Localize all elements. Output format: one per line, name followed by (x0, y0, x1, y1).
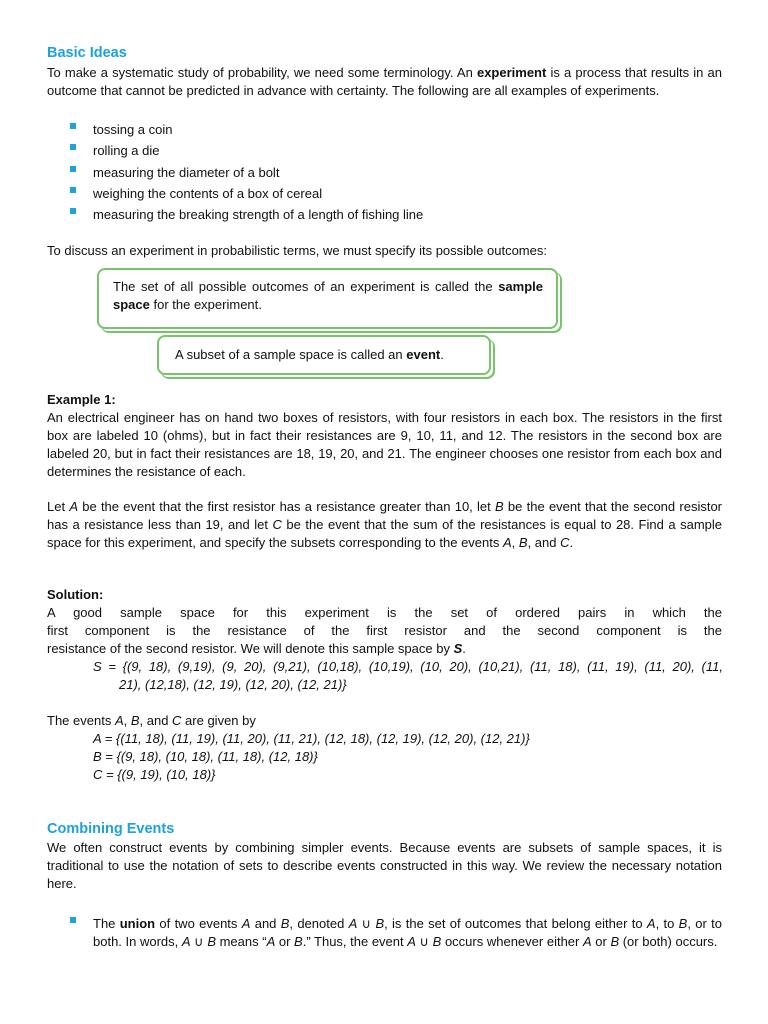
square-bullet-icon (70, 917, 76, 923)
square-bullet-icon (70, 208, 76, 214)
event-definition: A subset of a sample space is called an event. (175, 347, 444, 362)
example-heading: Example 1: (47, 392, 116, 407)
solution-line-3: resistance of the second resistor. We will denote this sample space by S. (47, 641, 466, 656)
square-bullet-icon (70, 144, 76, 150)
event-b-set: B = {(9, 18), (10, 18), (11, 18), (12, 18)} (93, 749, 318, 764)
sample-space-definition-box (97, 268, 558, 329)
event-c-set: C = {(9, 19), (10, 18)} (93, 767, 216, 782)
experiment-examples-list (70, 121, 423, 227)
square-bullet-icon (70, 123, 76, 129)
event-definition-box (157, 335, 491, 375)
events-definition-paragraph: Let A be the event that the first resistor has a resistance greater than 10, let B be the event that the second resistor has a resistance less than 19, and let C be the event that the sum of the resistances is equal to 28. Find a sample space for this experiment, and specify the subsets corresponding to the events A, B, and C. (47, 499, 723, 550)
basic-ideas-heading: Basic Ideas (47, 45, 127, 61)
square-bullet-icon (70, 166, 76, 172)
solution-heading: Solution: (47, 587, 104, 602)
discuss-paragraph: To discuss an experiment in probabilistic terms, we must specify its possible outcomes: (47, 243, 547, 258)
list-item: measuring the breaking strength of a length of fishing line (70, 206, 423, 227)
square-bullet-icon (70, 187, 76, 193)
list-item: rolling a die (70, 142, 423, 163)
solution-line-1: A good sample space for this experiment is the set of ordered pairs in which the (47, 605, 722, 620)
sample-space-definition: The set of all possible outcomes of an experiment is called the sample space for the experiment. (113, 279, 543, 312)
list-item: weighing the contents of a box of cereal (70, 185, 423, 206)
list-item: measuring the diameter of a bolt (70, 164, 423, 185)
sample-space-set-line-2: 21), (12,18), (12, 19), (12, 20), (12, 21)} (119, 677, 347, 692)
example-paragraph: An electrical engineer has on hand two boxes of resistors, with four resistors in each box. The resistors in the first box are labeled 10 (ohms), but in fact their resistances are 9, 10, 11, and 12. The resistors in the second box are labeled 20, but in fact their resistances are 18, 19, 20, and 21. The engineer chooses one resistor from each box and determines the resistance of each. (47, 410, 722, 479)
sample-space-set-line-1: S = {(9, 18), (9,19), (9, 20), (9,21), (10,18), (10,19), (10, 20), (10,21), (11, 18), (11, 19), (11, 20), (11, (93, 659, 723, 674)
union-definition: The union of two events A and B, denoted A ∪ B, is the set of outcomes that belong either to A, to B, or to both. In words, A ∪ B means “A or B.” Thus, the event A ∪ B occurs whenever either A or B (or both) occurs. (93, 916, 722, 949)
events-given-by: The events A, B, and C are given by (47, 713, 256, 728)
union-bullet (70, 915, 722, 951)
list-item: tossing a coin (70, 121, 423, 142)
solution-line-2: first component is the resistance of the first resistor and the second component is the (47, 623, 722, 638)
event-a-set: A = {(11, 18), (11, 19), (11, 20), (11, 21), (12, 18), (12, 19), (12, 20), (12, 21)} (93, 731, 530, 746)
intro-paragraph: To make a systematic study of probability, we need some terminology. An experiment is a process that results in an outcome that cannot be predicted in advance with certainty. The following are all examples of experiments. (47, 65, 722, 98)
combining-events-heading: Combining Events (47, 821, 175, 837)
combining-paragraph: We often construct events by combining simpler events. Because events are subsets of sample spaces, it is traditional to use the notation of sets to describe events constructed in this way. We review the necessary notation here. (47, 840, 722, 891)
